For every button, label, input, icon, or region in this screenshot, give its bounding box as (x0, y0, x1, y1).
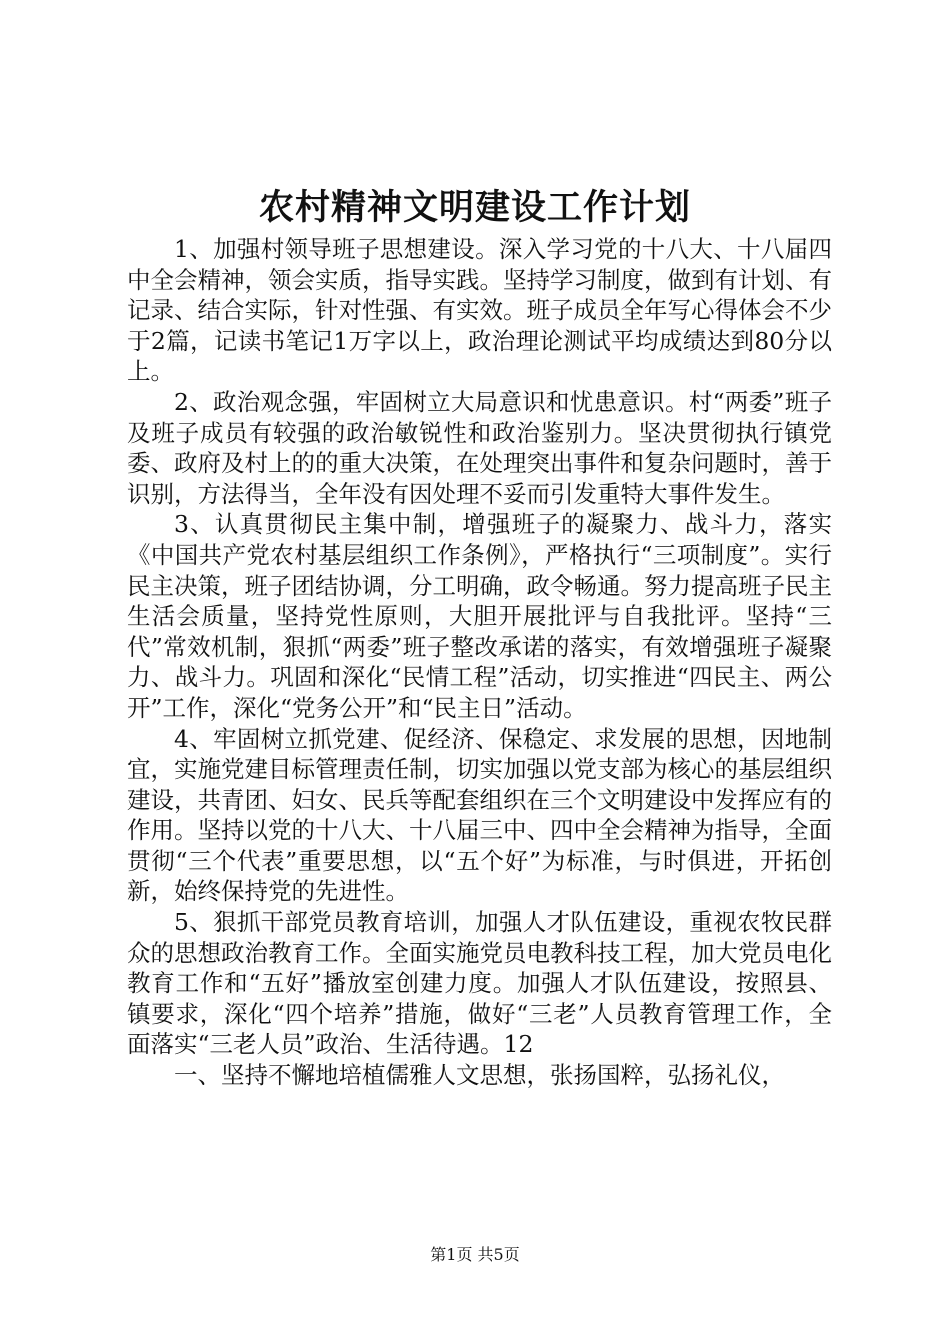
paragraph-2: 2、政治观念强，牢固树立大局意识和忧患意识。村“两委”班子及班子成员有较强的政治敏锐性和政治鉴别力。坚决贯彻执行镇党委、政府及村上的的重大决策，在处理突出事件和复杂问题时，善于识别，方法得当，全年没有因处理不妥而引发重特大事件发生。 (127, 387, 832, 508)
paragraph-4: 4、牢固树立抓党建、促经济、保稳定、求发展的思想，因地制宜，实施党建目标管理责任制，切实加强以党支部为核心的基层组织建设，共青团、妇女、民兵等配套组织在三个文明建设中发挥应有的作用。坚持以党的十八大、十八届三中、四中全会精神为指导，全面贯彻“三个代表”重要思想，以“五个好”为标准，与时俱进，开拓创新，始终保持党的先进性。 (127, 724, 832, 906)
paragraph-1: 1、加强村领导班子思想建设。深入学习党的十八大、十八届四中全会精神，领会实质，指导实践。坚持学习制度，做到有计划、有记录、结合实际，针对性强、有实效。班子成员全年写心得体会不少于2篇，记读书笔记1万字以上，政治理论测试平均成绩达到80分以上。 (127, 235, 832, 386)
document-title: 农村精神文明建设工作计划 (258, 187, 691, 228)
page-footer: 第1页 共5页 (430, 1245, 520, 1264)
paragraph-6: 一、坚持不懈地培植儒雅人文思想，张扬国粹，弘扬礼仪， (174, 1061, 785, 1090)
paragraph-5: 5、狠抓干部党员教育培训，加强人才队伍建设，重视农牧民群众的思想政治教育工作。全面实施党员电教科技工程，加大党员电化教育工作和“五好”播放室创建力度。加强人才队伍建设，按照县、镇要求，深化“四个培养”措施，做好“三老”人员教育管理工作，全面落实“三老人员”政治、生活待遇。12 (127, 908, 832, 1059)
paragraph-3: 3、认真贯彻民主集中制，增强班子的凝聚力、战斗力，落实《中国共产党农村基层组织工作条例》，严格执行“三项制度”。实行民主决策，班子团结协调，分工明确，政令畅通。努力提高班子民主生活会质量，坚持党性原则，大胆开展批评与自我批评。坚持“三代”常效机制，狠抓“两委”班子整改承诺的落实，有效增强班子凝聚力、战斗力。巩固和深化“民情工程”活动，切实推进“四民主、两公开”工作，深化“党务公开”和“民主日”活动。 (127, 510, 832, 722)
document-body (127, 234, 832, 1091)
